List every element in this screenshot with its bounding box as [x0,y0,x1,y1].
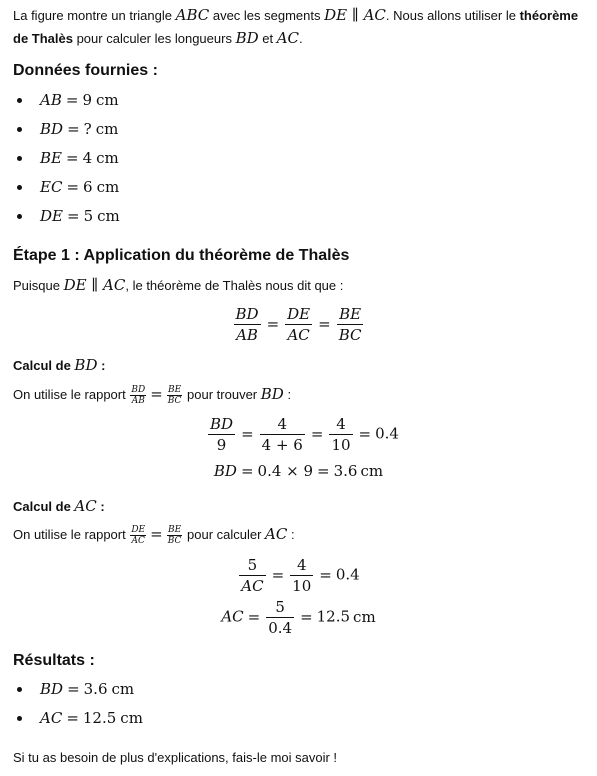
given-heading: Données fournies : [13,62,158,79]
bullet-icon [17,156,22,161]
bullet-icon [17,127,22,132]
calc-bd-equation: $\frac{BD}{9}$ = $\frac{4}{4 + 6}$ = $\frac{4}{10}$ = 0.4 [210,415,399,454]
list-item: DE = 5 cm [13,202,120,231]
list-item: EC = 6 cm [13,173,120,202]
list-item: AB = 9 cm [13,86,120,115]
calc-ac-title: Calcul de AC : [13,497,105,515]
calc-ac-sentence: On utilise le rapport $\frac{DE}{AC}$ = $\frac{BE}{BC}$ pour calculer AC : [13,525,295,547]
results-heading: Résultats : [13,652,95,669]
list-item: AC = 12.5 cm [13,704,143,733]
bullet-icon [17,214,22,219]
list-item: BD = 3.6 cm [13,675,143,704]
list-item: BD = ? cm [13,115,120,144]
bullet-icon [17,687,22,692]
step1-sentence: Puisque DE ∥ AC, le théorème de Thalès nous dit que : [13,276,344,294]
bullet-icon [17,98,22,103]
list-item: BE = 4 cm [13,144,120,173]
bullet-icon [17,185,22,190]
results-list [13,675,143,733]
calc-ac-result: AC = $\frac{5}{0.4}$ = 12.5 cm [221,598,376,637]
given-list [13,86,120,231]
calc-ac-equation: $\frac{5}{AC}$ = $\frac{4}{10}$ = 0.4 [241,556,360,595]
footer-note: Si tu as besoin de plus d'explications, fais-le moi savoir ! [13,750,338,765]
intro-paragraph: La figure montre un triangle ABC avec les segments DE ∥ AC. Nous allons utiliser le théorème de Thalès pour calculer les longueurs BD et AC. [13,6,579,47]
theorem-name: théorème de Thalès [13,8,579,46]
calc-bd-title: Calcul de BD : [13,356,106,374]
bullet-icon [17,716,22,721]
thales-equation: $\frac{BD}{AB}$ = $\frac{DE}{AC}$ = $\frac{BE}{BC}$ [235,305,362,344]
calc-bd-result: BD = 0.4 × 9 = 3.6 cm [213,462,384,480]
calc-bd-sentence: On utilise le rapport $\frac{BD}{AB}$ = $\frac{BE}{BC}$ pour trouver BD : [13,385,292,407]
step1-heading: Étape 1 : Application du théorème de Thalès [13,247,350,264]
